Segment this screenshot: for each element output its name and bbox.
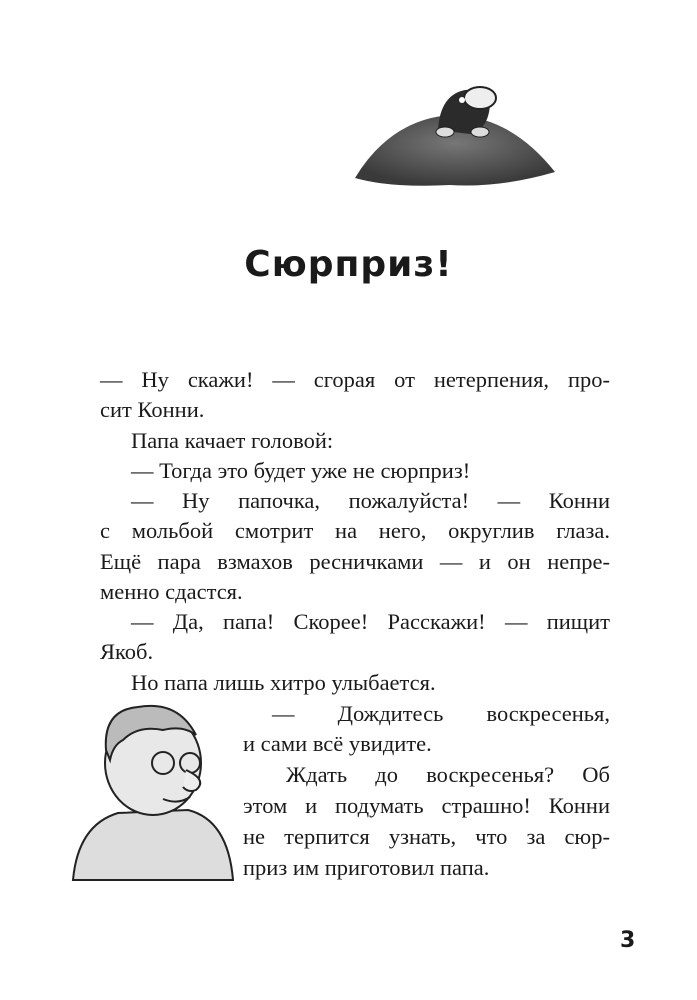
text-line: — Ну папочка, пожалуйста! — Конни [131, 488, 610, 513]
text-line: Ждать до воскресенья? Об [286, 762, 610, 787]
text-line: — Тогда это будет уже не сюрприз! [131, 458, 471, 483]
text-line: менно сдастся. [100, 579, 243, 604]
text-line: — Да, папа! Скорее! Расскажи! — пищит [131, 609, 610, 634]
text-line: не терпится узнать, что за сюр- [243, 824, 610, 849]
text-line: Якоб. [100, 639, 154, 664]
text-line: приз им приготовил папа. [243, 855, 490, 880]
text-line: Ещё пара взмахов ресничками — и он непре- [100, 549, 610, 574]
text-line: сит Конни. [100, 397, 205, 422]
text-line: — Ну скажи! — сгорая от нетерпения, про- [100, 367, 610, 392]
chapter-title: Сюрприз! [244, 244, 453, 285]
mole-illustration [350, 60, 560, 190]
text-line: этом и подумать страшно! Конни [243, 793, 610, 818]
text-line: — Дождитесь воскресенья, [272, 701, 610, 726]
dad-illustration [68, 695, 238, 885]
page-number: 3 [620, 928, 636, 953]
text-line: Папа качает головой: [131, 428, 334, 453]
text-line: Но папа лишь хитро улыбается. [131, 670, 436, 695]
text-line: и сами всё увидите. [243, 731, 432, 756]
text-line: с мольбой смотрит на него, округлив глаза. [100, 518, 610, 543]
